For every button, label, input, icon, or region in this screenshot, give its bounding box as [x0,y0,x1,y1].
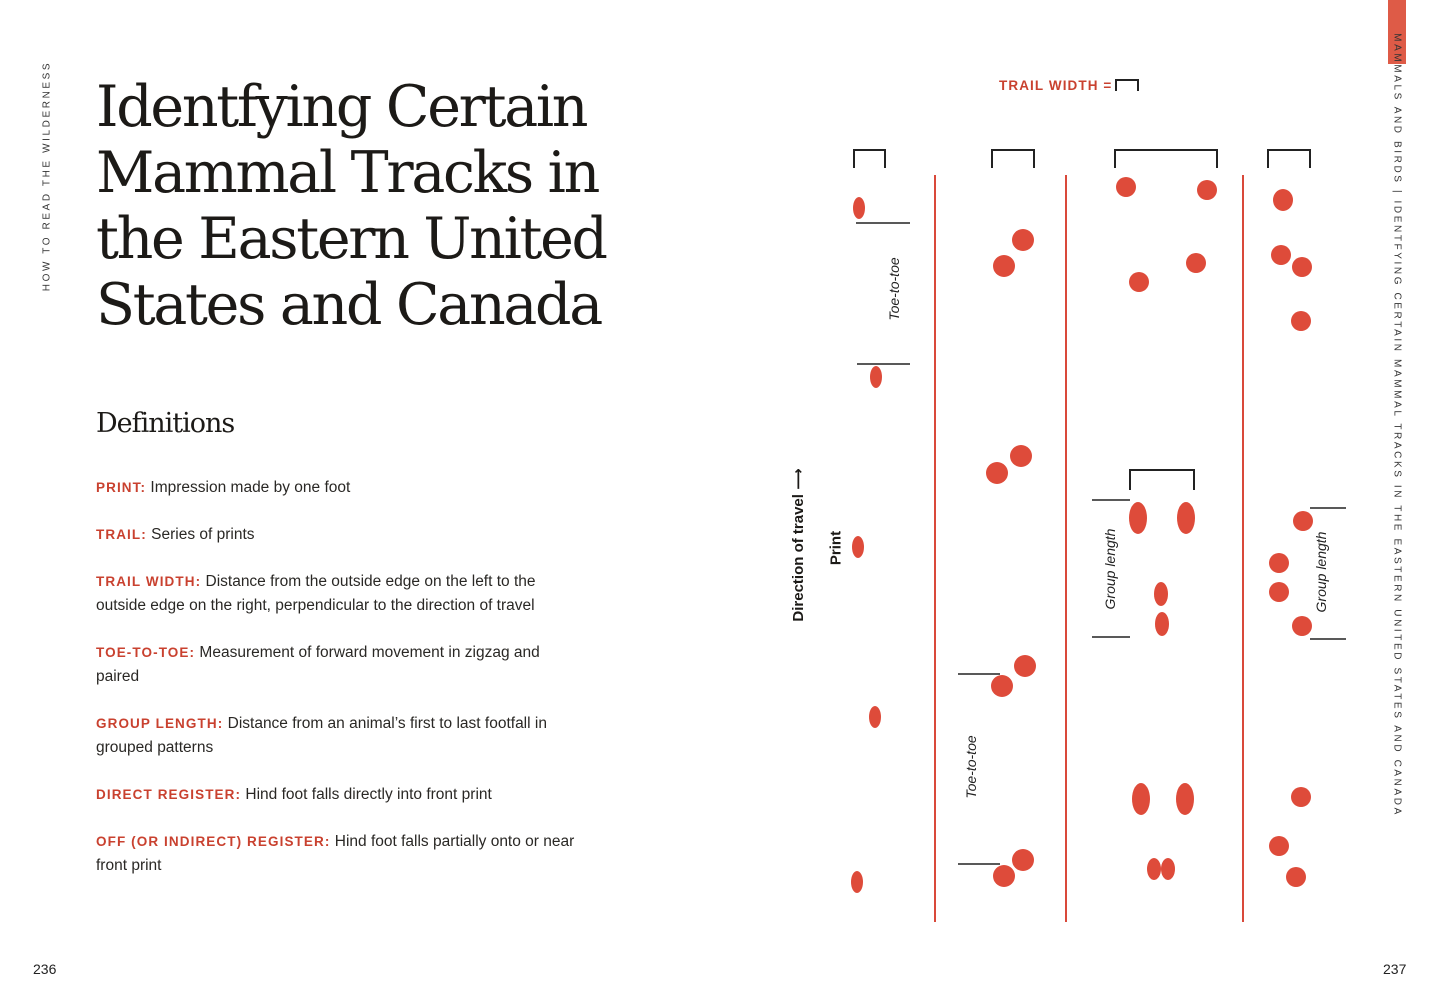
trail-width-bracket [1268,150,1310,168]
footprint [851,871,863,893]
footprint [993,255,1015,277]
definition-text: Distance from an animal’s first to last footfall in grouped patterns [96,715,547,756]
definition-text: Impression made by one foot [150,479,351,496]
page-number-left: 236 [33,961,57,977]
footprint [1291,787,1311,807]
footprint [1292,616,1312,636]
definition-term: PRINT: [96,480,147,495]
footprint [986,462,1008,484]
definition-text: Measurement of forward movement in zigzag and paired [96,644,540,685]
page-number-right: 237 [1383,961,1407,977]
trail-width-bracket [1115,150,1217,168]
group-length-label: Group length [1313,531,1329,613]
print-label: Print [827,530,845,566]
definition-term: DIRECT REGISTER: [96,787,242,802]
footprint [1132,783,1150,815]
direction-arrow-icon: ⟶ [790,468,807,490]
footprint [1291,311,1311,331]
definition-text: Hind foot falls directly into front print [245,786,492,803]
footprint [852,536,864,558]
definition-text: Distance from the outside edge on the left to the outside edge on the right, perpendicular to the direction of travel [96,573,536,614]
footprint [1269,553,1289,573]
footprint [1129,502,1147,534]
definition-term: GROUP LENGTH: [96,716,224,731]
footprint [1154,582,1168,606]
definitions-heading: Definitions [96,408,235,439]
footprint [1293,511,1313,531]
footprint [1177,502,1195,534]
definition-text: Hind foot falls partially onto or near front print [96,833,575,874]
definition-term: TRAIL: [96,527,147,542]
footprint [1286,867,1306,887]
footprint [869,706,881,728]
footprint [1010,445,1032,467]
running-head-right: MAMMALS AND BIRDS | IDENTFYING CERTAIN MAMMAL TRACKS IN THE EASTERN UNITED STATES AND CANADA [1391,33,1403,817]
definition-term: OFF (OR INDIRECT) REGISTER: [96,834,331,849]
footprint [1292,257,1312,277]
page-title: Identfying Certain Mammal Tracks in the Eastern United States and Canada [96,74,606,338]
footprint [1147,858,1161,880]
footprint [1012,849,1034,871]
footprint [1271,245,1291,265]
direction-text: Direction of travel [790,494,807,622]
footprint [1269,582,1289,602]
footprint [1186,253,1206,273]
footprint [853,197,865,219]
trail-width-bracket [1130,470,1194,490]
trail-width-bracket-icon [1115,79,1139,91]
footprint [991,675,1013,697]
footprint [1176,783,1194,815]
footprint [870,366,882,388]
definition-text: Series of prints [151,526,255,543]
footprint [1273,189,1293,211]
footprint [1269,836,1289,856]
footprint [1161,858,1175,880]
toe-to-toe-label: Toe-to-toe [963,735,979,799]
footprint [1155,612,1169,636]
footprint [1012,229,1034,251]
definition-term: TOE-TO-TOE: [96,645,196,660]
footprint [1197,180,1217,200]
trail-width-label: TRAIL WIDTH = [999,78,1113,93]
toe-to-toe-label: Toe-to-toe [886,257,902,321]
direction-of-travel-label [789,468,807,621]
trail-width-bracket [854,150,885,168]
footprint [993,865,1015,887]
running-head-left: HOW TO READ THE WILDERNESS [41,60,53,292]
footprint [1129,272,1149,292]
footprint [1014,655,1036,677]
footprint [1116,177,1136,197]
trail-width-bracket [992,150,1034,168]
definition-term: TRAIL WIDTH: [96,574,202,589]
group-length-label: Group length [1102,528,1118,610]
